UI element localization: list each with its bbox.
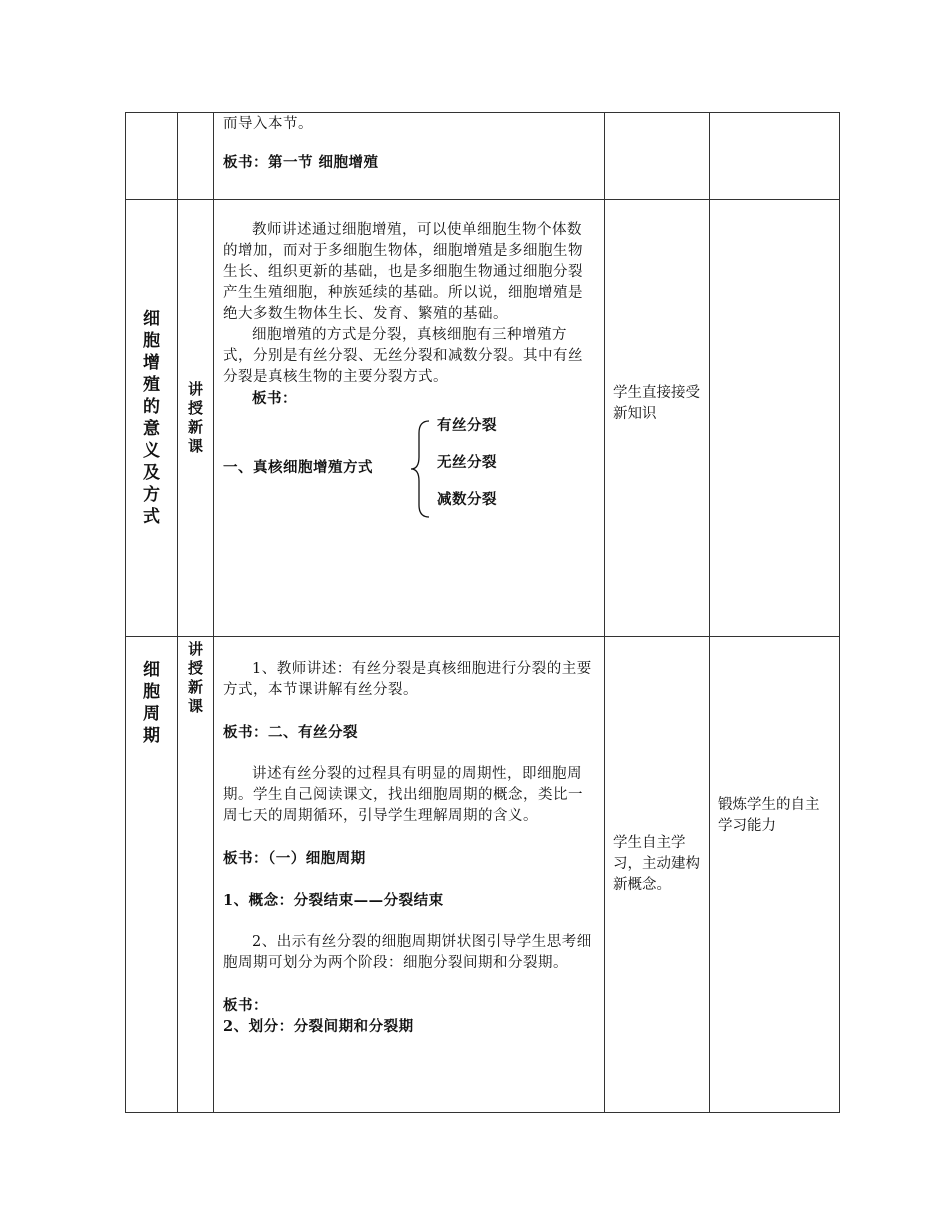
section-cell [126,200,178,637]
section-title: 细胞增殖的意义及方式 [143,309,160,527]
section-title: 细胞周期 [143,660,160,746]
step-cell [178,200,214,637]
design-intent-cell [710,200,840,637]
student-activity-cell [605,637,710,1113]
board-line: 1、概念：分裂结束——分裂结束 [223,892,444,909]
student-activity: 学生自主学习，主动建构新概念。 [613,835,700,893]
board-line: 板书：二、有丝分裂 [223,724,358,741]
paragraph: 细胞增殖的方式是分裂，真核细胞有三种增殖方式，分别是有丝分裂、无丝分裂和减数分裂。其中有丝分裂是真核生物的主要分裂方式。 [223,327,583,385]
board-line: 2、划分：分裂间期和分裂期 [223,1018,414,1035]
table-row [126,200,840,637]
curly-brace-icon [409,419,433,519]
step-label: 讲授新课 [188,640,204,715]
student-activity-cell [605,113,710,200]
board-label: 板书： [252,390,297,407]
brace-label: 一、真核细胞增殖方式 [223,459,373,476]
lesson-plan-table [125,112,840,1113]
table-row [126,113,840,200]
board-line: 板书： [223,997,268,1014]
student-activity: 学生直接接受新知识 [613,385,700,422]
paragraph: 2、出示有丝分裂的细胞周期饼状图引导学生思考细胞周期可划分为两个阶段：细胞分裂间期和分裂期。 [223,934,592,971]
paragraph: 教师讲述通过细胞增殖，可以使单细胞生物个体数的增加，而对于多细胞生物体，细胞增殖是多细胞生物生长、组织更新的基础，也是多细胞生物通过细胞分裂产生生殖细胞，种族延续的基础。所以说，细胞增殖是绝大多数生物体生长、发育、繁殖的基础。 [223,222,583,322]
board-line: 板书：（一）细胞周期 [223,850,366,867]
brace-item: 有丝分裂 [437,417,497,434]
content-cell [214,113,605,200]
design-intent-cell [710,113,840,200]
student-activity-cell [605,200,710,637]
section-cell [126,637,178,1113]
intro-line: 而导入本节。 [223,116,313,132]
design-intent-cell [710,637,840,1113]
content-cell [214,637,605,1113]
table-row [126,637,840,1113]
step-cell [178,113,214,200]
brace-diagram [223,415,596,523]
content-cell [214,200,605,637]
paragraph: 讲述有丝分裂的过程具有明显的周期性，即细胞周期。学生自己阅读课文，找出细胞周期的概念，类比一周七天的周期循环，引导学生理解周期的含义。 [223,766,583,824]
step-cell [178,637,214,1113]
brace-item: 减数分裂 [437,491,497,508]
design-intent: 锻炼学生的自主学习能力 [718,796,820,834]
board-title: 板书：第一节 细胞增殖 [223,154,379,171]
brace-item: 无丝分裂 [437,454,497,471]
step-label: 讲授新课 [188,380,204,455]
section-cell [126,113,178,200]
paragraph: 1、教师讲述：有丝分裂是真核细胞进行分裂的主要方式，本节课讲解有丝分裂。 [223,661,592,698]
